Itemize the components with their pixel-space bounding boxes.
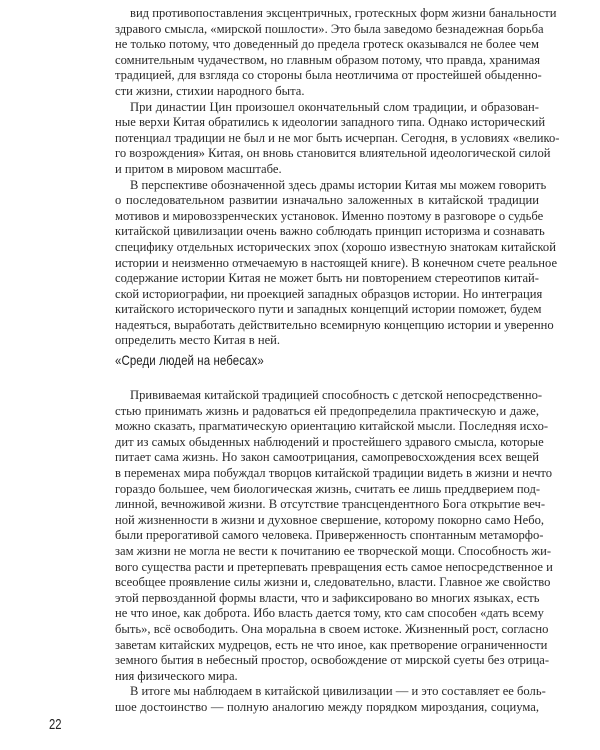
text-line: В итоге мы наблюдаем в китайской цивилизации — и это составляет ее боль- — [130, 684, 546, 699]
text-line: В перспективе обозначенной здесь драмы истории Китая мы можем говорить — [130, 177, 547, 192]
text-line: стью принимать жизнь и радоваться ей предопределила практическую и даже, — [115, 403, 539, 418]
paragraph — [115, 684, 546, 715]
text-line: При династии Цин произошел окончательный слом традиции, и образован- — [130, 99, 539, 114]
text-line: в переменах мира побуждал творцов китайской традиции видеть в жизни и нечто — [115, 465, 553, 480]
text-line: гораздо большее, чем биологическая жизнь, считать ее лишь преддверием под- — [115, 481, 541, 496]
text-line: зам жизни не могла не вести к почитанию ее творческой мощи. Способность жи- — [115, 543, 552, 558]
text-line: ния физического мира. — [115, 668, 238, 683]
text-line: сомнительным чудачеством, но главным образом потому, что правда, хранимая — [115, 52, 541, 67]
text-line: вид противопоставления эксцентричных, гротескных форм жизни банальности — [130, 6, 557, 20]
text-line: можно сказать, прагматическую ориентацию китайской мысли. Последняя исхо- — [115, 419, 549, 434]
text-line: содержание истории Китая не может быть ни повторением стереотипов китай- — [115, 271, 539, 286]
text-line: не что иное, как доброта. Ибо власть дается тому, кто сам способен «дать всему — [115, 606, 544, 621]
text-line: линной, вечноживой жизни. В отсутствие трансцендентного Бога открытие веч- — [115, 497, 546, 512]
text-line: дит из самых обыденных наблюдений и простейшего здравого смысла, которые — [115, 434, 544, 449]
text-line: ной жизненности в жизни и духовное свершение, которому покорно само Небо, — [115, 512, 545, 527]
text-line: земного бытия в небесный простор, освобождение от мирской суеты без отрица- — [115, 653, 550, 668]
text-line: быть», всё освободить. Она моральна в своем истоке. Жизненный рост, согласно — [115, 621, 549, 636]
text-line: китайской цивилизации очень важно соблюдать принцип историзма и сознавать — [115, 224, 545, 239]
section-heading: «Среди людей на небесах» — [115, 352, 264, 368]
text-line: китайского исторического пути и западных концепций истории поможет, будем — [115, 302, 542, 317]
text-line: го возрождения» Китая, он вновь становится влиятельной идеологической силой — [115, 146, 551, 161]
text-line: заветам китайских мудрецов, есть не что иное, как претворение ограниченности — [115, 637, 548, 652]
text-line: Прививаемая китайской традицией способность с детской непосредственно- — [130, 388, 543, 402]
text-line: истории и неизменно отмечаемую в настоящей книге). В конечном счете реальное — [115, 255, 558, 270]
text-line: ской историографии, ни проекцией западных образцов истории. Но интеграция — [115, 286, 543, 301]
text-line: шое достоинство — полную аналогию между порядком мироздания, социума, — [115, 699, 539, 714]
text-block-after-heading — [115, 388, 553, 715]
text-line: вого существа расти и претерпевать превращения есть самое непосредственное и — [115, 559, 553, 574]
text-line: потенциал традиции не был и не мог быть исчерпан. Сегодня, в условиях «велико- — [115, 130, 560, 145]
text-block-before-heading — [115, 6, 560, 349]
page-number: 22 — [49, 716, 62, 733]
paragraph — [115, 177, 558, 350]
text-line: всеобщее проявление силы жизни и, следовательно, власти. Главное же свойство — [115, 575, 551, 590]
text-line: сти жизни, стихии народного быта. — [115, 83, 305, 98]
paragraph — [115, 388, 553, 684]
text-line: надеяться, выработать действительно всемирную концепцию истории и уверенно — [115, 317, 554, 332]
text-line: ные верхи Китая обратились к идеологии западного типа. Однако исторический — [115, 115, 546, 130]
text-line: питает сама жизнь. Но закон самоотрицания, самопревосхождения всех вещей — [115, 450, 539, 465]
text-line: традицией, для взгляда со стороны была неотличима от простейшей обыденно- — [115, 68, 542, 83]
text-line: определить место Китая в ней. — [115, 333, 281, 348]
text-line: этой первозданной формы власти, что и зафиксировано во многих языках, есть — [115, 590, 540, 605]
text-line: специфику отдельных исторических эпох (хорошо известную знатокам китайской — [115, 239, 556, 254]
paragraph — [115, 6, 557, 100]
text-line: и притом в мировом масштабе. — [115, 161, 282, 176]
text-line: мотивов и мировоззренческих установок. Именно поэтому в разговоре о судьбе — [115, 208, 544, 223]
text-line: здравого смысла, «мирской пошлости». Это была заведомо безнадежная борьба — [115, 21, 544, 36]
text-line: не только потому, что доведенный до предела гротеск оказывался не более чем — [115, 37, 539, 52]
text-line: о последовательном развитии изначально заложенных в китайской традиции — [115, 193, 539, 208]
paragraph — [115, 99, 560, 178]
text-line: были прерогативой самого человека. Приверженность спонтанным метаморфо- — [115, 528, 544, 543]
